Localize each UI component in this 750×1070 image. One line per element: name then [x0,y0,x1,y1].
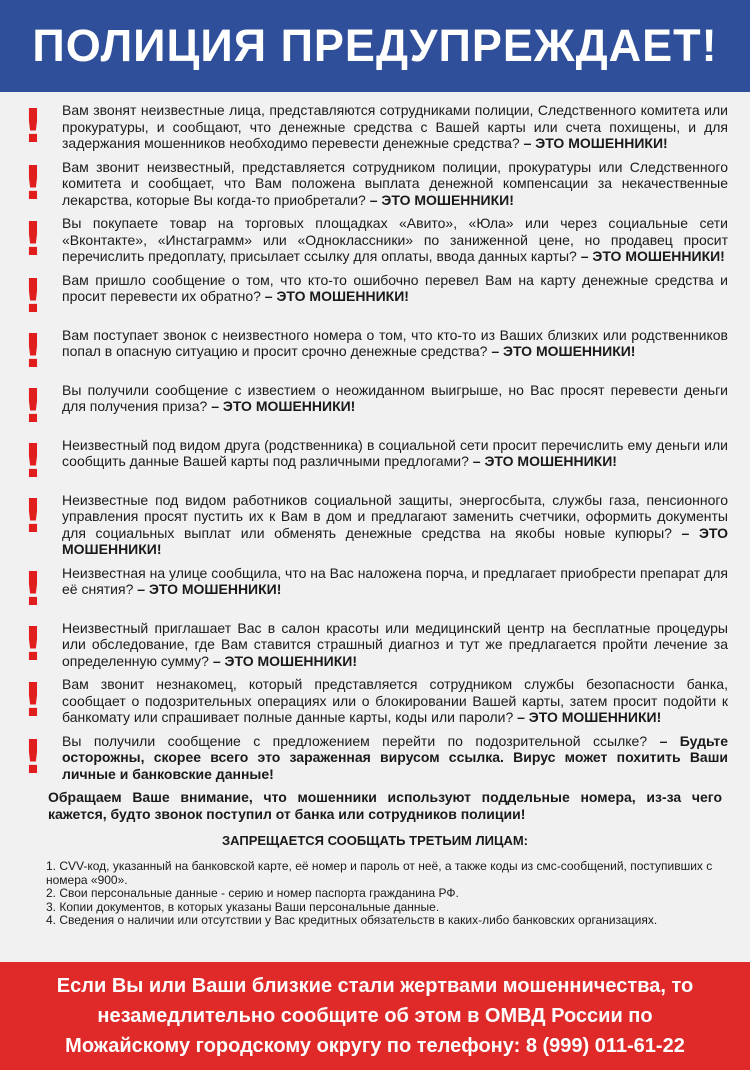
exclamation-icon: ! [22,561,44,616]
warning-body: Вам пришло сообщение о том, что кто-то ошибочно перевел Вам на карту денежные средства и просит перевести их обратно? [62,271,728,304]
exclamation-icon: ! [22,673,44,727]
warning-item [22,378,728,433]
warning-text [62,565,728,598]
warning-item [22,673,728,727]
warning-emphasis: – ЭТО МОШЕННИКИ! [487,343,636,359]
forbidden-item: 3. Копии документов, в которых указаны Ваши персональные данные. [46,899,440,914]
forbidden-item: 1. CVV-код, указанный на банковской карте, её номер и пароль от неё, а также коды из смс-сообщений, поступивших с номера «900». [46,859,713,887]
warning-emphasis: – ЭТО МОШЕННИКИ! [260,288,409,304]
warning-item [22,268,728,323]
forbidden-item: 2. Свои персональные данные - серию и номер паспорта гражданина РФ. [46,886,459,900]
exclamation-icon: ! [22,378,44,433]
warning-body: Вам звонит неизвестный, представляется сотрудником полиции, прокуратуры или Следственного комитета и сообщает, что Вам положена выплата денежной компенсации за некачественные лекарства, которые Вы когда-то приобретали? [62,158,728,208]
warning-emphasis: – ЭТО МОШЕННИКИ! [62,524,728,557]
warning-text [62,272,728,305]
poster-title: ПОЛИЦИЯ ПРЕДУПРЕЖДАЕТ! [32,20,718,71]
exclamation-icon: ! [22,323,44,378]
warning-emphasis: – ЭТО МОШЕННИКИ! [468,453,617,469]
warning-body: Неизвестный под видом друга (родственника) в социальной сети просит перечислить ему деньги или сообщить данные Вашей карты под различными предлогами? [62,436,728,469]
warning-text [62,676,728,726]
warning-text [62,327,728,360]
warning-body: Вы получили сообщение с известием о неожиданном выигрыше, но Вас просят перевести деньги для получения приза? [62,381,728,414]
warning-emphasis: – ЭТО МОШЕННИКИ! [365,191,514,208]
warning-emphasis: – ЭТО МОШЕННИКИ! [513,709,662,725]
warning-emphasis: – ЭТО МОШЕННИКИ! [576,248,725,264]
footer-line: Можайскому городскому округу по телефону: 8 (999) 011-61-22 [65,1035,685,1057]
warning-item [22,433,728,488]
warning-text [62,159,728,209]
warning-body: Неизвестная на улице сообщила, что на Вас наложена порча, и предлагает приобрести препарат для её снятия? [62,564,729,597]
warning-body: Неизвестные под видом работников социальной защиты, энергосбыта, службы газа, пенсионного управления просят пустить их к Вам в дом и предлагают заменить счетчики, оформить документы для социальных выплат или обменять денежные средства на якобы новые купюры? [62,491,728,541]
warning-body: Неизвестный приглашает Вас в салон красоты или медицинский центр на бесплатные процедуры или обследование, где Вам ставится страшный диагноз и тут же предлагается пройти лечение за определенную сумму? [62,619,728,669]
warning-emphasis: – ЭТО МОШЕННИКИ! [208,652,357,669]
warning-item [22,155,728,210]
exclamation-icon: ! [22,729,44,784]
exclamation-icon: ! [22,155,44,210]
forbidden-list [46,860,728,928]
warning-text [62,382,728,415]
warning-text [62,437,728,470]
warning-text [62,492,728,558]
warning-item [22,561,729,616]
warning-text [62,733,728,783]
exclamation-icon: ! [22,212,44,266]
warning-body: Вам звонят неизвестные лица, представляются сотрудниками полиции, Следственного комитета или прокуратуры, и сообщают, что денежные средства с Вашей карты или счета похищены, и для задержания мошенников необходимо перевести денежные средства? [62,102,728,151]
warning-text [62,102,728,152]
warning-item [22,616,728,671]
warning-text [62,620,728,670]
warning-item [22,488,728,558]
content [0,92,750,928]
warning-item [22,212,728,266]
warning-text [62,215,728,265]
exclamation-icon: ! [22,488,44,543]
footer-line: незамедлительно сообщите об этом в ОМВД России по [97,1005,653,1027]
warning-body: Вам поступает звонок с неизвестного номера о том, что кто-то из Ваших близких или родственников попал в опасную ситуацию и просит срочно денежные средства? [62,326,728,359]
forbidden-item: 4. Сведения о наличии или отсутствии у Вас кредитных обязательств в каких-либо банковских организациях. [46,913,658,927]
header-banner [0,0,750,92]
warning-item [22,729,728,784]
warning-emphasis: – ЭТО МОШЕННИКИ! [519,135,668,151]
warning-item [22,323,728,378]
notice-text: Обращаем Ваше внимание, что мошенники используют поддельные номера, из-за чего кажется, будто звонок поступил от банка или сотрудников полиции! [48,789,722,822]
warning-body: Вам звонит незнакомец, который представляется сотрудником службы безопасности банка, сообщает о подозрительных операциях или о блокировании Вашей карты, затем просит подойти к банкомату или спрашивает полные данные карты, коды или пароли? [62,676,728,725]
warnings-list [22,99,729,784]
exclamation-icon: ! [22,99,44,153]
exclamation-icon: ! [22,268,44,323]
warning-body: Вы получили сообщение с предложением перейти по подозрительной ссылке? [62,732,648,749]
warning-emphasis: – ЭТО МОШЕННИКИ! [207,398,356,414]
forbidden-title: ЗАПРЕЩАЕТСЯ СООБЩАТЬ ТРЕТЬИМ ЛИЦАМ: [221,833,528,848]
exclamation-icon: ! [22,616,44,671]
footer-line: Если Вы или Ваши близкие стали жертвами мошенничества, то [56,975,694,997]
warning-emphasis: – Будьте осторожны, скорее всего это зараженная вирусом ссылка. Вирус может похитить Ваши личные и банковские данные! [62,732,728,782]
warning-emphasis: – ЭТО МОШЕННИКИ! [133,581,282,597]
warning-body: Вы покупаете товар на торговых площадках «Авито», «Юла» или через социальные сети «Вконтакте», «Инстаграмм» или «Одноклассники» по заниженной цене, но продавец просит перечислить предоплату, присылает ссылку для оплаты, ввода данных карты? [62,215,728,264]
footer-banner [0,962,750,1070]
exclamation-icon: ! [22,433,44,488]
warning-item [22,99,728,153]
